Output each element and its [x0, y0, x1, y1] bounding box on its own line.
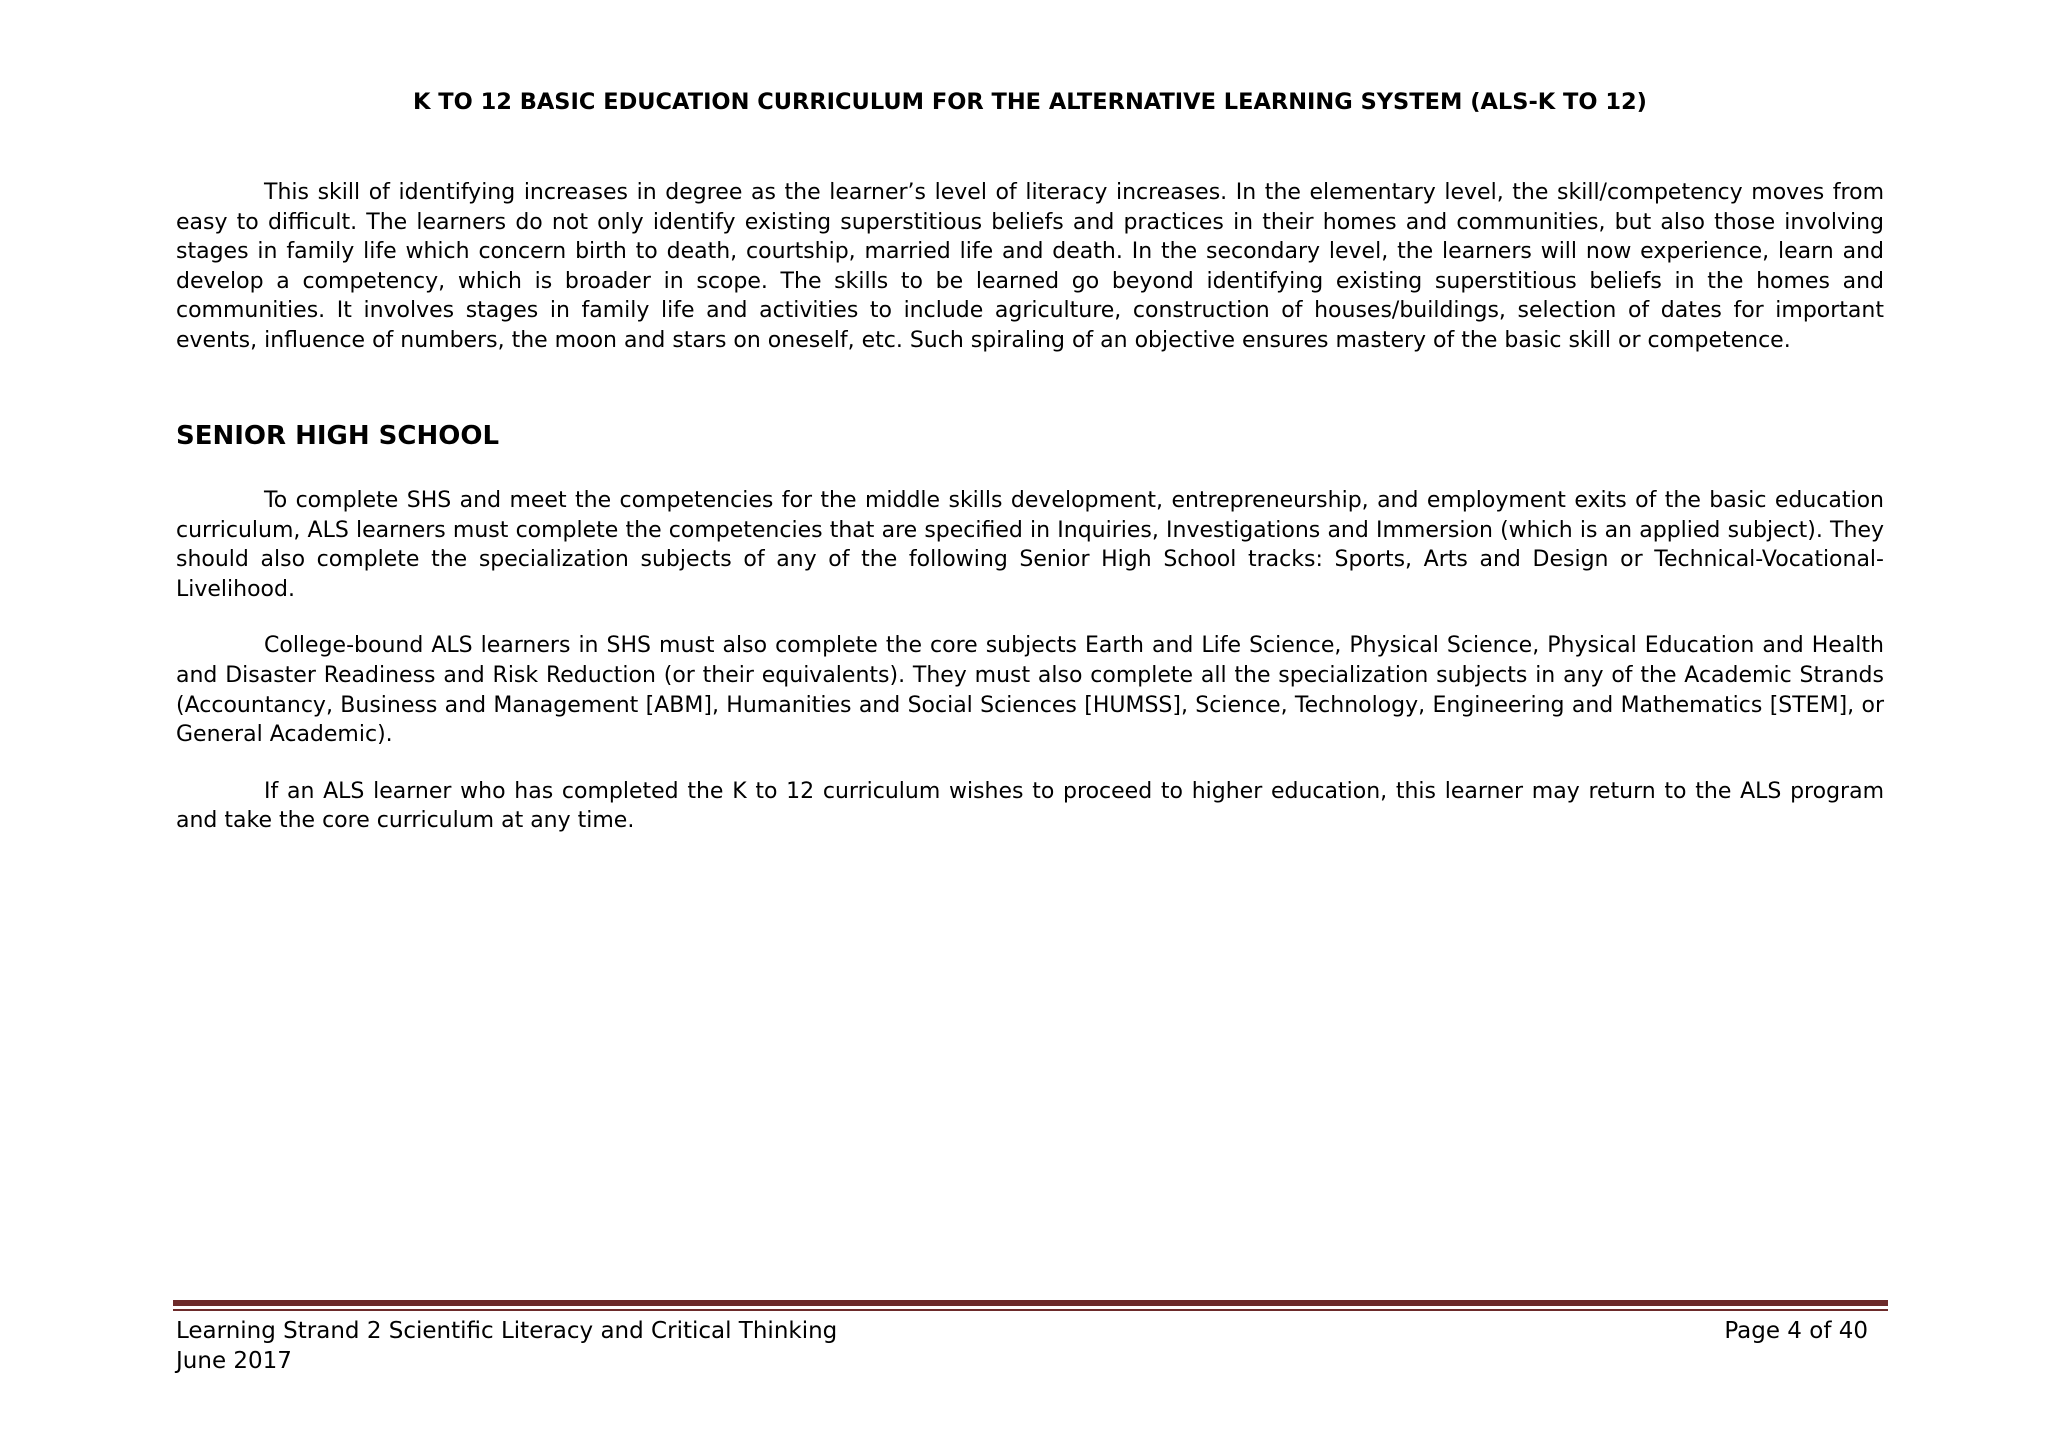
footer-date: June 2017	[176, 1348, 292, 1374]
shs-paragraphs	[176, 486, 1884, 836]
senior-high-school-section	[176, 420, 499, 452]
intro-section	[176, 178, 1884, 356]
footer-divider-thick	[173, 1300, 1888, 1306]
shs-paragraph: To complete SHS and meet the competencies for the middle skills development, entrepreneurship, and employment exits of the basic education curriculum, ALS learners must complete the competencies that are specified in Inquiries, Investigations and Immersion (which is an applied subject). They should also complete the specialization subjects of any of the following Senior High School tracks: Sports, Arts and Design or Technical-Vocational-Livelihood.	[176, 488, 1884, 602]
shs-paragraph: If an ALS learner who has completed the K to 12 curriculum wishes to proceed to higher education, this learner may return to the ALS program and take the core curriculum at any time.	[176, 778, 1884, 834]
page-header: K TO 12 BASIC EDUCATION CURRICULUM FOR THE ALTERNATIVE LEARNING SYSTEM (ALS-K TO 12)	[413, 89, 1647, 115]
footer-strand-title: Learning Strand 2 Scientific Literacy and Critical Thinking	[176, 1318, 838, 1344]
shs-paragraph: College-bound ALS learners in SHS must also complete the core subjects Earth and Life Science, Physical Science, Physical Education and Health and Disaster Readiness and Risk Reduction (or their equivalents). They must also complete all the specialization subjects in any of the Academic Strands (Accountancy, Business and Management [ABM], Humanities and Social Sciences [HUMSS], Science, Technology, Engineering and Mathematics [STEM], or General Academic).	[176, 633, 1884, 748]
page-number: Page 4 of 40	[1724, 1318, 1868, 1344]
intro-paragraph: This skill of identifying increases in degree as the learner’s level of literacy increases. In the elementary level, the skill/competency moves from easy to difficult. The learners do not only identify existing superstitious beliefs and practices in their homes and communities, but also those involving stages in family life which concern birth to death, courtship, married life and death. In the secondary level, the learners will now experience, learn and develop a competency, which is broader in scope. The skills to be learned go beyond identifying existing superstitious beliefs in the homes and communities. It involves stages in family life and activities to include agriculture, construction of houses/buildings, selection of dates for important events, influence of numbers, the moon and stars on oneself, etc. Such spiraling of an objective ensures mastery of the basic skill or competence.	[176, 180, 1884, 353]
section-heading: SENIOR HIGH SCHOOL	[176, 421, 500, 451]
footer-left	[176, 1316, 837, 1376]
footer-divider-thin	[173, 1309, 1888, 1311]
